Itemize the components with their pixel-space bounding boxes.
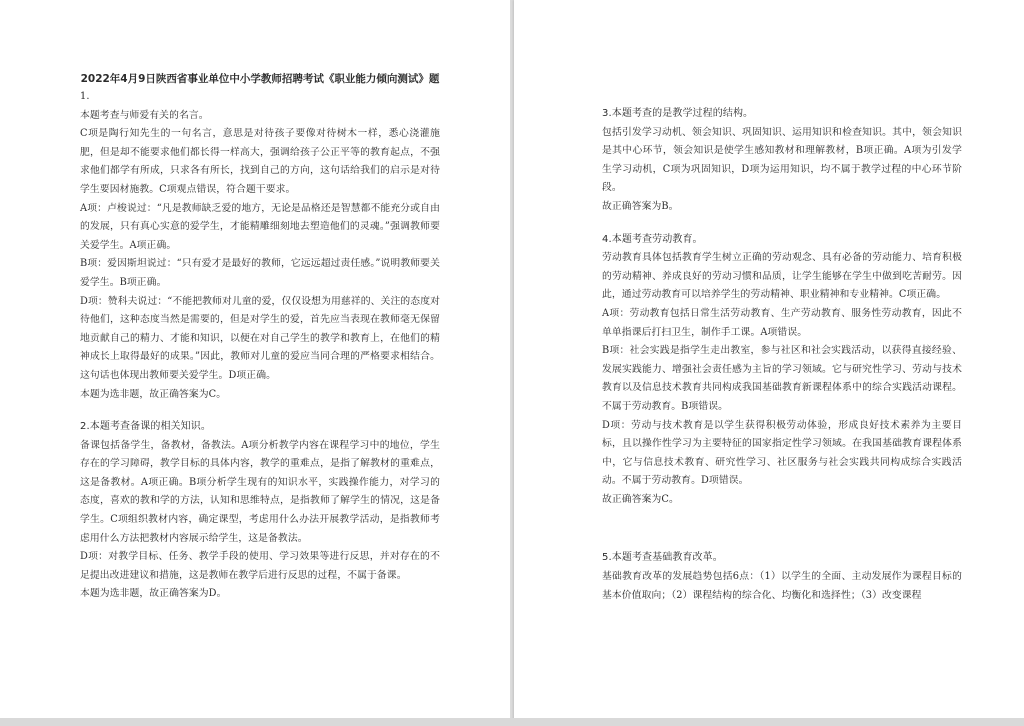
left-page xyxy=(0,0,510,726)
question-2-heading: 2.本题考查备课的相关知识。 xyxy=(80,421,211,433)
question-4-answer: 故正确答案为C。 xyxy=(602,493,679,505)
question-4-option-a: A项：劳动教育包括日常生活劳动教育、生产劳动教育、服务性劳动教育，因此不单单指课后打扫卫生，制作手工课。A项错误。 xyxy=(602,307,962,338)
question-3-heading: 3.本题考查的是教学过程的结构。 xyxy=(602,108,754,119)
question-5-heading: 5.本题考查基础教育改革。 xyxy=(602,552,723,564)
question-2-answer: 本题为选非题，故正确答案为D。 xyxy=(80,588,227,600)
question-3-answer: 故正确答案为B。 xyxy=(602,200,679,212)
question-4-option-b: B项：社会实践是指学生走出教室，参与社区和社会实践活动，以获得直接经验、发展实践能力、增强社会责任感为主旨的学习领域。它与研究性学习、劳动与技术教育以及信息技术教育共同构成我国基础教育新课程体系中的综合实践活动课程。不属于劳动教育。B项错误。 xyxy=(602,345,962,412)
question-1-option-c: C项是陶行知先生的一句名言，意思是对待孩子要像对待树木一样，悉心浇灌施肥，但是却不能要求他们都长得一样高大，强调给孩子公正平等的教育起点，不强求他们都学有所成，只求各有所长，找到自己的方向，这句话给我们的启示是对待学生要因材施教。C项观点错误，符合题干要求。 xyxy=(80,128,440,195)
question-4-option-d: D项：劳动与技术教育是以学生获得积极劳动体验，形成良好技术素养为主要目标，且以操作性学习为主要特征的国家指定性学习领域。在我国基础教育课程体系中，它与信息技术教育、研究性学习、社区服务与社会实践共同构成综合实践活动。不属于劳动教育。D项错误。 xyxy=(602,419,962,487)
question-4-explanation: 劳动教育具体包括教育学生树立正确的劳动观念、具有必备的劳动能力、培育积极的劳动精神、养成良好的劳动习惯和品质，让学生能够在学生中做到吃苦耐劳。因此，通过劳动教育可以培养学生的劳动精神、职业精神和专业精神。C项正确。 xyxy=(602,252,962,301)
left-page-content xyxy=(80,70,440,604)
question-3-explanation: 包括引发学习动机、领会知识、巩固知识、运用知识和检查知识。其中，领会知识是其中心环节，领会知识是使学生感知教材和理解教材，B项正确。A项为引发学生学习动机，C项为巩固知识，D项为运用知识，均不属于教学过程的中心环节阶段。 xyxy=(602,126,962,194)
question-1-option-d: D项：赞科夫说过：“不能把教师对儿童的爱，仅仅设想为用慈祥的、关注的态度对待他们，这种态度当然是需要的，但是对学生的爱，首先应当表现在教师毫无保留地贡献自己的精力、才能和知识，以便在对自己学生的教学和教育上，在他们的精神成长上取得最好的成果。”因此，教师对儿童的爱应当同合理的严格要求相结合。这句话也体现出教师要关爱学生。D项正确。 xyxy=(80,295,440,381)
viewer-bottom-edge xyxy=(0,718,1024,726)
question-2-option-d: D项：对教学目标、任务、教学手段的使用、学习效果等进行反思，并对存在的不足提出改进建议和措施，这是教师在教学后进行反思的过程，不属于备课。 xyxy=(80,551,440,581)
document-title: 2022年4月9日陕西省事业单位中小学教师招聘考试《职业能力倾向测试》题 xyxy=(80,73,440,85)
question-1-number: 1. xyxy=(80,91,90,102)
question-1-topic: 本题考查与师爱有关的名言。 xyxy=(80,109,209,121)
right-page-content xyxy=(602,105,962,605)
question-2-explanation: 备课包括备学生，备教材，备教法。A项分析教学内容在课程学习中的地位，学生存在的学习障碍，教学目标的具体内容，教学的重难点，是指了解教材的重难点，这是备教材。A项正确。B项分析学生现有的知识水平，实践操作能力，对学习的态度，喜欢的教和学的方法，认知和思维特点，是指教师了解学生的情况，这是备学生。C项组织教材内容，确定课型，考虑用什么办法开展教学活动，是指教师考虑用什么方法把教材内容展示给学生，这是备教法。 xyxy=(80,439,440,544)
question-5-explanation: 基础教育改革的发展趋势包括6点：（1）以学生的全面、主动发展作为课程目标的基本价值取向；（2）课程结构的综合化、均衡化和选择性；（3）改变课程 xyxy=(602,571,962,601)
question-4-heading: 4.本题考查劳动教育。 xyxy=(602,233,703,245)
question-1-option-a: A项：卢梭说过：“凡是教师缺乏爱的地方，无论是品格还是智慧都不能充分或自由的发展，只有真心实意的爱学生，才能精雕细刻地去塑造他们的灵魂。”强调教师要关爱学生。A项正确。 xyxy=(80,202,440,251)
right-page xyxy=(514,0,1024,726)
question-1-answer: 本题为选非题，故正确答案为C。 xyxy=(80,388,227,400)
question-1-option-b: B项：爱因斯坦说过：“只有爱才是最好的教师，它远远超过责任感。”说明教师要关爱学生。B项正确。 xyxy=(80,258,440,288)
